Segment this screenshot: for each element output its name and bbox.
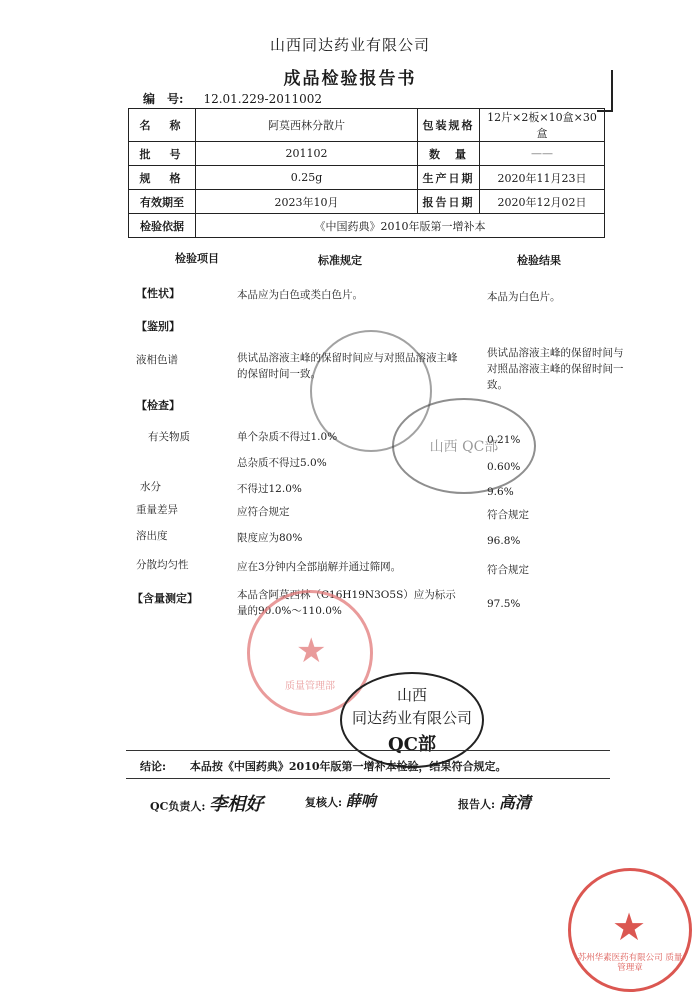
hplc-item: 液相色谱 (136, 354, 178, 366)
qc-label: QC负责人: (150, 800, 206, 813)
assay-standard: 本品含阿莫西林（C16H19N3O5S）应为标示量的90.0%～110.0% (237, 589, 456, 617)
report-date-label: 报告日期 (418, 190, 480, 214)
qc-stamp-small-text: 山西 QC部 (429, 439, 499, 455)
water-item: 水分 (140, 481, 161, 493)
qc-name: 李相好 (209, 794, 264, 815)
pack-label: 包装规格 (418, 109, 480, 142)
related-standard-2: 总杂质不得过5.0% (237, 457, 327, 469)
divider-bottom (126, 778, 610, 779)
expiry-value: 2023年10月 (196, 190, 418, 214)
dissolution-standard: 限度应为80% (237, 532, 303, 544)
related-result-2: 0.60% (487, 461, 521, 473)
spec-value: 0.25g (196, 166, 418, 190)
appearance-standard: 本品应为白色或类白色片。 (237, 289, 363, 301)
reporter-label: 报告人: (458, 798, 496, 811)
conclusion-text: 本品按《中国药典》2010年版第一增补本检验，结果符合规定。 (189, 760, 507, 773)
review-signature (305, 790, 376, 811)
table-row (129, 142, 605, 166)
section-inspection: 【检查】 (136, 399, 180, 412)
qc-stamp-oval (392, 398, 536, 494)
code-label: 编 号: (143, 92, 184, 106)
pink-stamp-text: 质量管理部 (285, 681, 335, 692)
reporter-signature (458, 790, 531, 813)
section-identification: 【鉴别】 (136, 320, 180, 333)
prod-date-label: 生产日期 (418, 166, 480, 190)
divider-top (126, 750, 610, 751)
review-name: 薛响 (345, 792, 376, 810)
appearance-result: 本品为白色片。 (487, 291, 561, 303)
table-row (129, 109, 605, 142)
water-result: 9.6% (487, 486, 514, 498)
hplc-standard: 供试品溶液主峰的保留时间应与对照品溶液主峰的保留时间一致。 (237, 352, 458, 380)
basis-label: 检验依据 (129, 214, 196, 238)
related-item: 有关物质 (148, 431, 190, 443)
qc-signature (150, 790, 263, 816)
name-label: 名 称 (129, 109, 196, 142)
report-code (143, 90, 322, 107)
batch-value: 201102 (196, 142, 418, 166)
star-icon: ★ (612, 905, 647, 949)
corner-mark (597, 70, 613, 112)
col-item-header: 检验项目 (175, 252, 219, 265)
report-title: 成品检验报告书 (283, 69, 417, 89)
water-standard: 不得过12.0% (237, 483, 302, 495)
table-row (129, 214, 605, 238)
dissolution-item: 溶出度 (136, 530, 168, 542)
expiry-label: 有效期至 (129, 190, 196, 214)
qc-stamp-line2: 同达药业有限公司 (351, 709, 472, 727)
star-icon: ★ (296, 631, 327, 671)
disperse-item: 分散均匀性 (136, 559, 189, 571)
reporter-name: 高清 (498, 793, 531, 812)
section-assay: 【含量测定】 (132, 592, 198, 605)
section-appearance: 【性状】 (136, 287, 180, 300)
hplc-result: 供试品溶液主峰的保留时间与对照品溶液主峰的保留时间一致。 (487, 347, 624, 391)
company-name: 山西同达药业有限公司 (269, 36, 430, 54)
batch-label: 批 号 (129, 142, 196, 166)
assay-result: 97.5% (487, 598, 521, 610)
related-result-1: 0.21% (487, 434, 521, 446)
weight-item: 重量差异 (136, 504, 178, 516)
col-result-header: 检验结果 (517, 254, 561, 267)
pack-value: 12片×2板×10盒×30盒 (480, 109, 605, 142)
red-seal-text: 苏州华素医药有限公司 质量管理章 (577, 953, 683, 973)
basis-value: 《中国药典》2010年版第一增补本 (196, 214, 605, 238)
code-value: 12.01.229-2011002 (203, 92, 323, 106)
name-value: 阿莫西林分散片 (196, 109, 418, 142)
dissolution-result: 96.8% (487, 535, 521, 547)
review-label: 复核人: (305, 796, 343, 809)
red-seal (568, 868, 692, 992)
qty-value: —— (480, 142, 605, 166)
qc-stamp-line1: 山西 (396, 686, 427, 704)
table-row (129, 166, 605, 190)
qc-stamp-main (340, 672, 484, 768)
weight-standard: 应符合规定 (237, 506, 290, 518)
prod-date-value: 2020年11月23日 (480, 166, 605, 190)
weight-result: 符合规定 (487, 509, 529, 521)
qty-label: 数 量 (418, 142, 480, 166)
info-table (128, 108, 605, 238)
disperse-result: 符合规定 (487, 564, 529, 576)
spec-label: 规 格 (129, 166, 196, 190)
disperse-standard: 应在3分钟内全部崩解并通过筛网。 (237, 561, 402, 573)
table-row (129, 190, 605, 214)
report-date-value: 2020年12月02日 (480, 190, 605, 214)
conclusion (140, 758, 507, 774)
conclusion-label: 结论: (140, 760, 167, 773)
qc-stamp-line3: QC部 (387, 734, 436, 755)
col-standard-header: 标准规定 (318, 254, 362, 267)
related-standard-1: 单个杂质不得过1.0% (237, 431, 338, 443)
